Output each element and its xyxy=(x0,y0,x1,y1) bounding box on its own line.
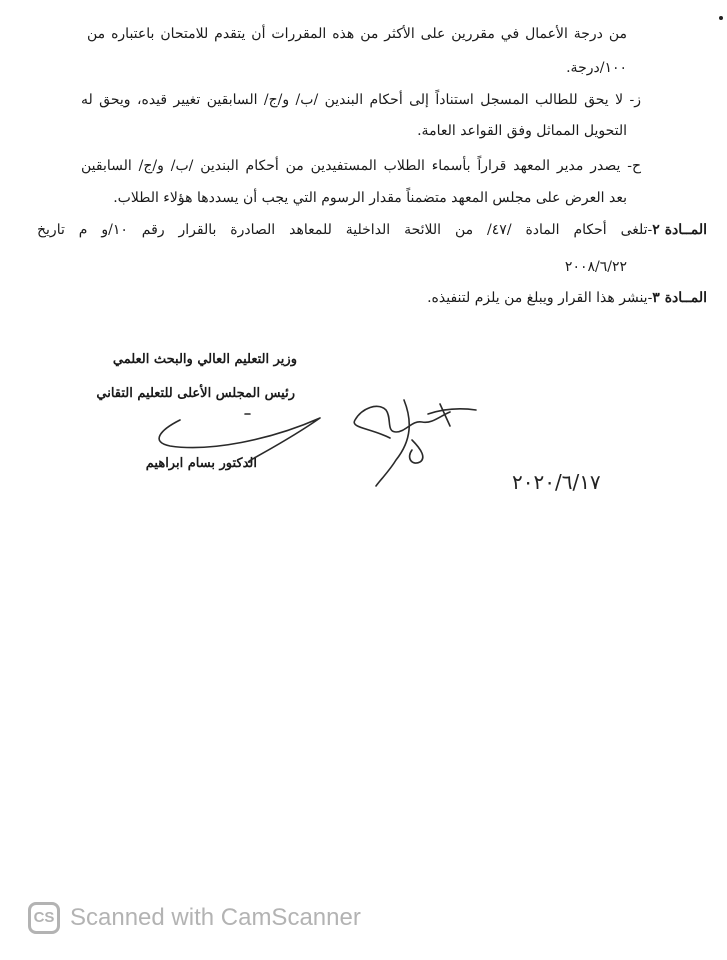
camscanner-watermark-text: Scanned with CamScanner xyxy=(70,904,361,931)
paragraph-2-line-2: التحويل المماثل وفق القواعد العامة. xyxy=(417,123,627,139)
handwritten-date: ٢٠٢٠/٦/١٧ xyxy=(512,470,601,494)
article-3-text: -ينشر هذا القرار ويبلغ من يلزم لتنفيذه. xyxy=(427,290,653,306)
paragraph-1-line-1: من درجة الأعمال في مقررين على الأكثر من هذه المقررات أن يتقدم للامتحان باعتباره من xyxy=(87,26,627,42)
article-2-label: المــادة ٢ xyxy=(652,222,707,238)
signatory-title-line-1: وزير التعليم العالي والبحث العلمي xyxy=(112,352,297,367)
camscanner-watermark xyxy=(28,902,361,934)
article-2-line-1 xyxy=(37,220,707,240)
page-mark-dot xyxy=(719,16,723,20)
paragraph-1-line-2: ١٠٠/درجة. xyxy=(566,60,627,76)
paragraph-3-line-1: ح- يصدر مدير المعهد قراراً بأسماء الطلاب المستفيدين من أحكام البندين /ب/ و/ج/ السابقين xyxy=(81,158,641,174)
signatory-name: الدكتور بسام ابراهيم xyxy=(145,456,257,471)
article-3-label: المــادة ٣ xyxy=(652,290,707,306)
paragraph-2-line-1: ز- لا يحق للطالب المسجل استناداً إلى أحكام البندين /ب/ و/ج/ السابقين تغيير قيده، ويحق له xyxy=(81,92,641,108)
camscanner-logo-icon: CS xyxy=(28,902,60,934)
article-2-line-2: ٢٠٠٨/٦/٢٢ xyxy=(564,259,627,275)
signatory-title-line-2: رئيس المجلس الأعلى للتعليم التقاني xyxy=(96,386,295,401)
paragraph-3-line-2: بعد العرض على مجلس المعهد متضمناً مقدار الرسوم التي يجب أن يسددها هؤلاء الطلاب. xyxy=(113,190,627,206)
handwritten-signature xyxy=(150,380,490,490)
article-2-text: -تلغى أحكام المادة /٤٧/ من اللائحة الداخلية للمعاهد الصادرة بالقرار رقم ١٠/و م تاريخ xyxy=(37,222,653,238)
article-3-line xyxy=(427,288,707,308)
